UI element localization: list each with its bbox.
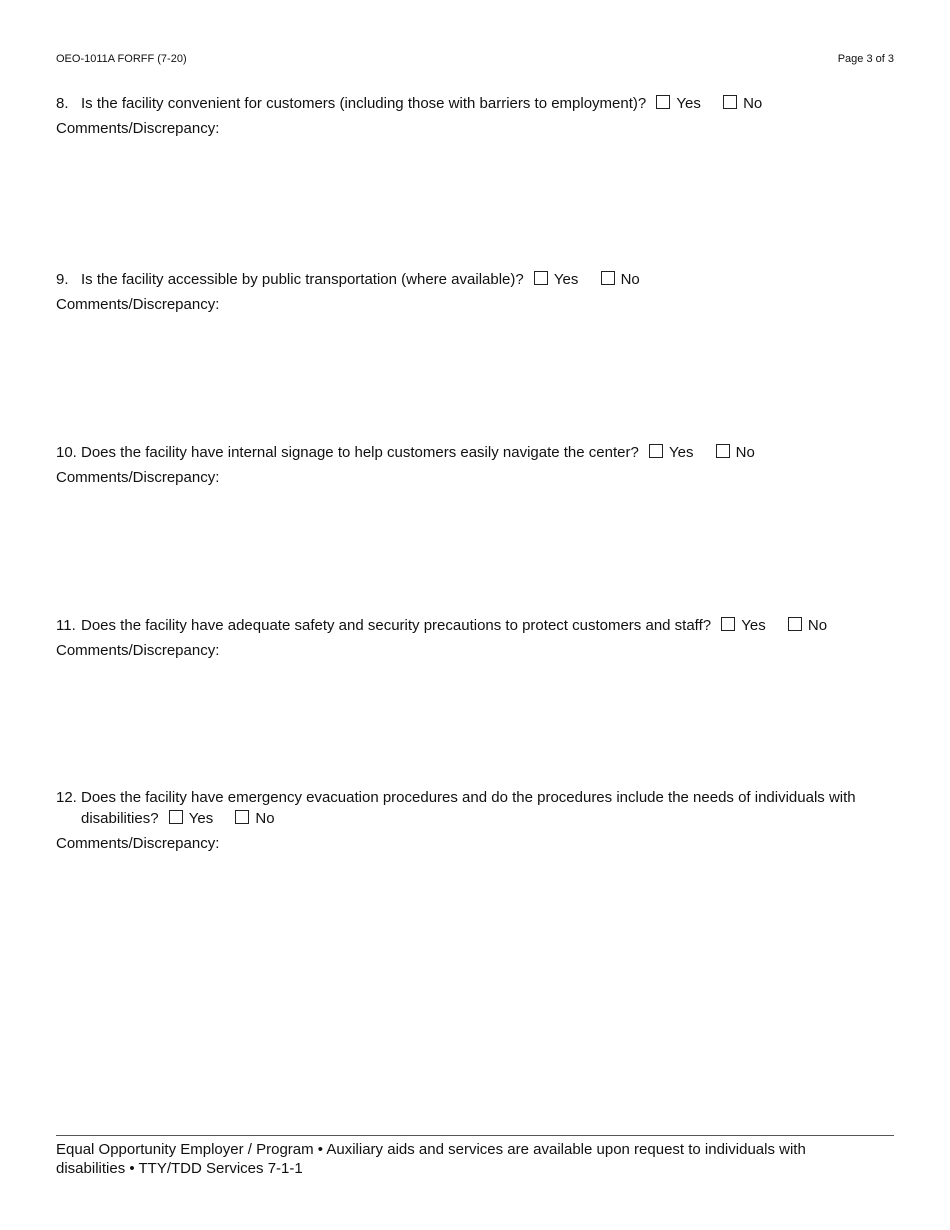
- question-8-yes-label: Yes: [676, 95, 701, 112]
- question-8-comments-label: Comments/Discrepancy:: [56, 120, 220, 137]
- question-9-yes-label: Yes: [553, 271, 579, 288]
- question-10-number: 10.: [56, 444, 77, 461]
- question-12: [56, 787, 896, 854]
- question-9-number: 9.: [56, 271, 69, 288]
- question-12-comments-label: Comments/Discrepancy:: [56, 835, 220, 852]
- question-10: [56, 442, 896, 488]
- question-11-comments-label: Comments/Discrepancy:: [56, 642, 220, 659]
- question-8-number: 8.: [56, 95, 69, 112]
- question-12-yes-label: Yes: [188, 810, 214, 827]
- question-9-yes-checkbox[interactable]: [534, 271, 548, 285]
- question-8-text: Is the facility convenient for customers (including those with barriers to employment)?: [81, 95, 647, 112]
- question-11: [56, 615, 896, 661]
- question-11-text: Does the facility have adequate safety and security precautions to protect customers and staff?: [81, 617, 712, 634]
- question-9-line: [56, 269, 896, 290]
- form-id: OEO-1011A FORFF (7-20): [56, 53, 187, 65]
- question-11-no-checkbox[interactable]: [788, 617, 802, 631]
- question-12-number: 12.: [56, 789, 77, 806]
- question-10-line: [56, 442, 896, 463]
- question-10-no-checkbox[interactable]: [716, 444, 730, 458]
- question-9-no-checkbox[interactable]: [601, 271, 615, 285]
- question-9-text: Is the facility accessible by public transportation (where available)?: [81, 271, 524, 288]
- question-12-line: [56, 787, 896, 829]
- page-number: Page 3 of 3: [837, 53, 894, 65]
- question-12-text: Does the facility have emergency evacuation procedures and do the procedures include the needs of individuals with disabilities?: [81, 789, 856, 827]
- question-10-text: Does the facility have internal signage to help customers easily navigate the center?: [81, 444, 639, 461]
- question-8: [56, 93, 896, 139]
- question-9-comments-label: Comments/Discrepancy:: [56, 296, 220, 313]
- question-10-no-label: No: [735, 444, 755, 461]
- footer-notice: Equal Opportunity Employer / Program • Auxiliary aids and services are available upon request to individuals with disabilities • TTY/TDD Services 7-1-1: [56, 1141, 806, 1177]
- question-11-line: [56, 615, 896, 636]
- question-8-line: [56, 93, 896, 114]
- question-12-no-label: No: [255, 810, 275, 827]
- question-10-yes-label: Yes: [669, 444, 694, 461]
- question-11-no-label: No: [807, 617, 828, 634]
- question-12-yes-checkbox[interactable]: [169, 810, 183, 824]
- question-8-no-label: No: [743, 95, 763, 112]
- question-12-no-checkbox[interactable]: [235, 810, 249, 824]
- question-9-no-label: No: [620, 271, 640, 288]
- question-9: [56, 269, 896, 315]
- footer-divider: [56, 1135, 894, 1136]
- question-11-yes-label: Yes: [741, 617, 766, 634]
- question-8-no-checkbox[interactable]: [723, 95, 737, 109]
- question-11-number: 11.: [56, 617, 76, 634]
- question-11-yes-checkbox[interactable]: [721, 617, 735, 631]
- question-10-yes-checkbox[interactable]: [649, 444, 663, 458]
- question-10-comments-label: Comments/Discrepancy:: [56, 469, 220, 486]
- question-8-yes-checkbox[interactable]: [656, 95, 670, 109]
